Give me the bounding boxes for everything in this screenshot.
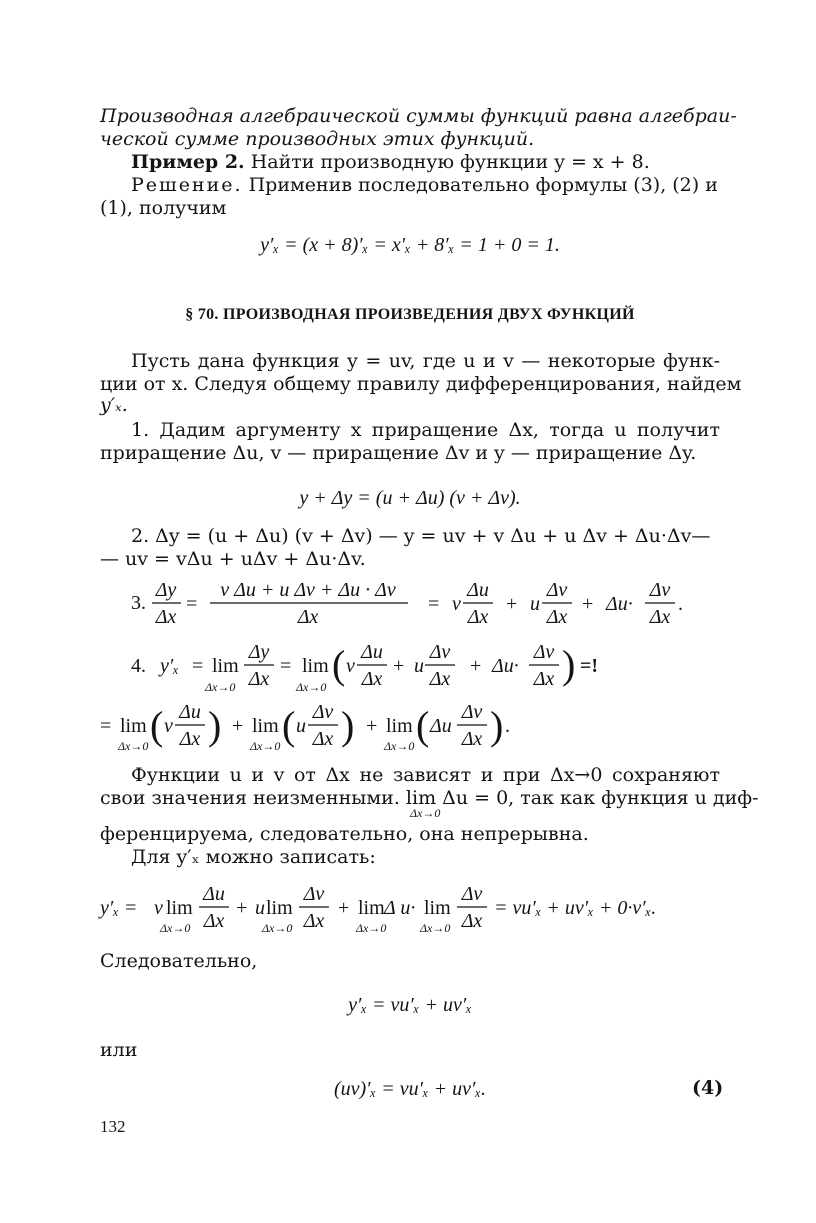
- step1-line-2: приращение Δu, v — приращение Δv и y — приращение Δy.: [100, 442, 697, 464]
- step4b-lim-1: lim: [120, 715, 147, 737]
- intro-line-1: Пусть дана функция y = uv, где u и v — некоторые функ-: [131, 350, 720, 372]
- svg-text:(: (: [150, 703, 164, 748]
- step3-number: 3.: [131, 592, 146, 614]
- svg-text:+: +: [470, 655, 482, 677]
- theorem-line-2: ческой сумме производных этих функций.: [100, 128, 535, 150]
- formula-increment: y + Δy = (u + Δu) (v + Δv).: [299, 487, 521, 509]
- svg-text:(: (: [332, 642, 346, 687]
- example-line: [131, 150, 720, 174]
- step4b-lim-2: lim: [252, 715, 279, 737]
- step4b-den-1: Δx: [179, 728, 201, 750]
- step4-lim-2: lim: [302, 655, 329, 677]
- step4-tail: =!: [580, 655, 599, 677]
- svg-text:(: (: [416, 703, 430, 748]
- svg-text:+: +: [338, 897, 350, 919]
- f5-num-3: Δv: [461, 883, 483, 905]
- formula-product-rule: y′ₓ = vu′ₓ + uv′ₓ: [348, 994, 472, 1016]
- step3-num-5: Δv: [649, 579, 671, 601]
- svg-text:lim: lim: [166, 897, 193, 919]
- step3-formula: [0, 572, 816, 632]
- solution-line-2: (1), получим: [100, 197, 227, 219]
- note-line-2: свои значения неизменными. lim Δu = 0, так как функция u диф-: [100, 787, 759, 809]
- svg-text:+: +: [236, 897, 248, 919]
- svg-text:Δu: Δu: [430, 715, 452, 737]
- therefore-text: Следовательно,: [100, 950, 258, 972]
- svg-text:v: v: [452, 593, 461, 615]
- svg-text:v: v: [154, 897, 163, 919]
- step4-sub-1: Δx→0: [205, 680, 236, 694]
- intro-line-2: ции от x. Следуя общему правилу дифференцирования, найдем: [100, 373, 742, 395]
- svg-text:): ): [562, 642, 576, 687]
- svg-text:.: .: [678, 593, 683, 615]
- svg-text:=: =: [192, 655, 204, 677]
- step4-num-4: Δv: [533, 641, 555, 663]
- note-line-4: Для y′ₓ можно записать:: [131, 846, 376, 868]
- step4b-sub-3: Δx→0: [384, 739, 415, 753]
- step4-den-2: Δx: [361, 668, 383, 690]
- svg-text:Δx→0: Δx→0: [160, 921, 191, 935]
- step4-lhs: y′ₓ: [160, 655, 179, 677]
- step3-den-3: Δx: [467, 606, 489, 628]
- note-line-3: ференцируема, следовательно, она непрерывна.: [100, 823, 589, 845]
- svg-text:lim: lim: [266, 897, 293, 919]
- svg-text:+: +: [393, 655, 405, 677]
- svg-text:v: v: [346, 655, 355, 677]
- step4b-num-1: Δu: [179, 701, 201, 723]
- step4-sub-2: Δx→0: [296, 680, 327, 694]
- step4b-num-3: Δv: [461, 701, 483, 723]
- f5-num-1: Δu: [203, 883, 225, 905]
- solution-label: Решение.: [131, 174, 243, 196]
- step4-number: 4.: [131, 655, 146, 677]
- example-label: Пример 2.: [131, 151, 245, 173]
- note-lim-subscript: Δx→0: [410, 806, 441, 820]
- svg-text:+: +: [582, 593, 594, 615]
- svg-text:lim: lim: [358, 897, 385, 919]
- note-line-1: Функции u и v от Δx не зависят и при Δx→0 сохраняют: [131, 764, 720, 786]
- step4-continuation: [0, 700, 816, 760]
- svg-text:=: =: [428, 593, 440, 615]
- step4-den-3: Δx: [429, 668, 451, 690]
- intro-line-3: y′ₓ.: [100, 394, 128, 416]
- step4-num-2: Δu: [361, 641, 383, 663]
- svg-text:u: u: [530, 593, 540, 615]
- svg-text:u: u: [296, 715, 306, 737]
- solution-line-1: [131, 173, 720, 197]
- f5-den-2: Δx: [303, 910, 325, 932]
- or-text: или: [100, 1039, 138, 1061]
- step3-num-3: Δu: [467, 579, 489, 601]
- svg-text:v: v: [164, 715, 173, 737]
- solution-text: Применив последовательно формулы (3), (2) и: [242, 174, 718, 196]
- f5-den-3: Δx: [461, 910, 483, 932]
- svg-text:u: u: [255, 897, 265, 919]
- step4b-den-3: Δx: [461, 728, 483, 750]
- step3-den-2: Δx: [297, 606, 319, 628]
- formula-limit-expansion: [0, 880, 816, 942]
- step4b-den-2: Δx: [312, 728, 334, 750]
- theorem-line-1: Производная алгебраической суммы функций равна алгебраи-: [100, 105, 737, 127]
- svg-text:.: .: [505, 715, 510, 737]
- step2-line-2: — uv = vΔu + uΔv + Δu·Δv.: [100, 548, 366, 570]
- page-number: 132: [100, 1117, 126, 1136]
- step4-formula: [0, 636, 816, 704]
- svg-text:+: +: [506, 593, 518, 615]
- step4b-num-2: Δv: [312, 701, 334, 723]
- svg-text:Δ u·: Δ u·: [384, 897, 416, 919]
- svg-text:Δu·: Δu·: [606, 593, 633, 615]
- step3-den-1: Δx: [155, 606, 177, 628]
- step4-lim-1: lim: [212, 655, 239, 677]
- step4b-sub-1: Δx→0: [118, 739, 149, 753]
- step2-line-1: 2. Δy = (u + Δu) (v + Δv) — y = uv + v Δu + u Δv + Δu·Δv—: [131, 525, 711, 547]
- step3-num-4: Δv: [546, 579, 568, 601]
- formula-derivative-sum: y′ₓ = (x + 8)′ₓ = x′ₓ + 8′ₓ = 1 + 0 = 1.: [260, 234, 560, 256]
- formula-product-rule-final: (uv)′ₓ = vu′ₓ + uv′ₓ.: [333, 1078, 487, 1100]
- example-text: Найти производную функции y = x + 8.: [244, 151, 650, 173]
- svg-text:+: +: [366, 715, 378, 737]
- svg-text:): ): [208, 703, 222, 748]
- equation-number: (4): [692, 1077, 724, 1099]
- step3-num-2: v Δu + u Δv + Δu · Δv: [220, 579, 396, 601]
- svg-text:Δx→0: Δx→0: [262, 921, 293, 935]
- section-heading: § 70. ПРОИЗВОДНАЯ ПРОИЗВЕДЕНИЯ ДВУХ ФУНКЦИЙ: [185, 306, 635, 323]
- step4-num-3: Δv: [429, 641, 451, 663]
- f5-lhs: y′ₓ =: [100, 897, 138, 919]
- svg-text:=: =: [100, 715, 112, 737]
- svg-text:): ): [341, 703, 355, 748]
- step4b-lim-3: lim: [386, 715, 413, 737]
- svg-text:=: =: [186, 593, 198, 615]
- svg-text:lim: lim: [424, 897, 451, 919]
- svg-text:Δx→0: Δx→0: [356, 921, 387, 935]
- svg-text:(: (: [282, 703, 296, 748]
- svg-text:Δx→0: Δx→0: [420, 921, 451, 935]
- svg-text:): ): [490, 703, 504, 748]
- step3-den-4: Δx: [546, 606, 568, 628]
- step4-den-4: Δx: [533, 668, 555, 690]
- step4-num-1: Δy: [248, 641, 270, 663]
- f5-num-2: Δv: [303, 883, 325, 905]
- step3-den-5: Δx: [649, 606, 671, 628]
- svg-text:Δu·: Δu·: [492, 655, 519, 677]
- step1-line-1: 1. Дадим аргументу x приращение Δx, тогда u получит: [131, 419, 720, 441]
- f5-den-1: Δx: [203, 910, 225, 932]
- f5-rhs: = vu′ₓ + uv′ₓ + 0·v′ₓ.: [494, 897, 657, 919]
- svg-text:+: +: [232, 715, 244, 737]
- step4-den-1: Δx: [248, 668, 270, 690]
- step3-num-1: Δy: [155, 579, 177, 601]
- step4b-sub-2: Δx→0: [250, 739, 281, 753]
- svg-text:=: =: [280, 655, 292, 677]
- svg-text:u: u: [414, 655, 424, 677]
